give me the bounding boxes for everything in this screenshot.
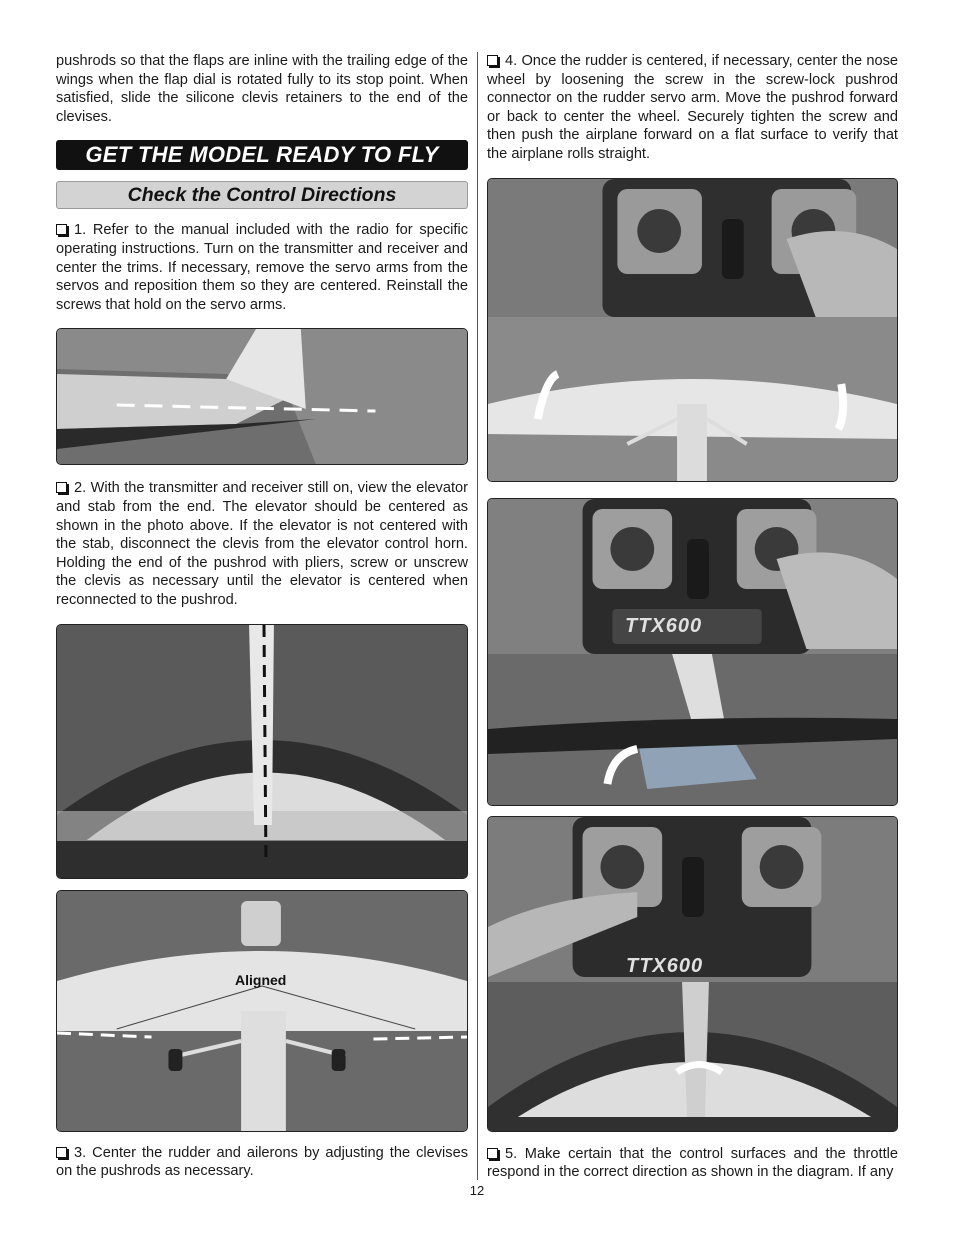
left-column (56, 52, 468, 1181)
step-4-text: 4. Once the rudder is centered, if necessary, center the nose wheel by loosening the screw in the screw-lock pushrod connector on the rudder servo arm. Move the pushrod forward or back to center the wheel. Securely tighten the screw and then push the airplane forward on a flat surface to verify that the airplane rolls straight. (487, 53, 898, 162)
step-3-paragraph (56, 1144, 468, 1181)
subsection-title: Check the Control Directions (127, 183, 397, 206)
step-2-paragraph (56, 479, 468, 609)
photo-rudder-transmitter (487, 816, 898, 1132)
aligned-label: Aligned (235, 971, 287, 988)
step-1-text: 1. Refer to the manual included with the radio for specific operating instructions. Turn on the transmitter and receiver and center the trims. If necessary, remove the servo arms from the servos and reposition them so they are centered. Reinstall the screws that hold on the servo arms. (56, 222, 468, 313)
photo-elevator-rear-view (56, 624, 468, 879)
intro-paragraph: pushrods so that the flaps are inline with the trailing edge of the wings when the flap dial is rotated fully to its stop point. When satisfied, slide the silicone clevis retainers to the end of the clevises. (56, 53, 468, 125)
step-3-text: 3. Center the rudder and ailerons by adjusting the clevises on the pushrods as necessary. (56, 1144, 468, 1180)
step-4-paragraph (487, 52, 898, 164)
right-column (487, 52, 898, 1182)
step-1-paragraph (56, 221, 468, 314)
checkbox-icon (487, 55, 498, 66)
photo-stab-end-view (56, 328, 468, 465)
checkbox-icon (56, 224, 67, 235)
subsection-banner (56, 181, 468, 209)
photo-elevator-transmitter (487, 498, 898, 806)
section-banner (56, 140, 468, 170)
checkbox-icon (487, 1148, 498, 1159)
photo-ailerons-aligned (56, 890, 468, 1132)
checkbox-icon (56, 482, 67, 493)
step-5-paragraph (487, 1145, 898, 1182)
transmitter-brand-label: TTX600 (625, 614, 703, 637)
page-number: 12 (469, 1183, 485, 1198)
section-title: GET THE MODEL READY TO FLY (85, 142, 439, 168)
step-5-text: 5. Make certain that the control surfaces and the throttle respond in the correct direction as shown in the diagram. If any (487, 1145, 898, 1181)
step-2-text: 2. With the transmitter and receiver still on, view the elevator and stab from the end. The elevator should be centered as shown in the photo above. If the elevator is not centered with the stab, disconnect the clevis from the elevator control horn. Holding the end of the pushrod with pliers, screw or unscrew the clevis as necessary until the elevator is centered when reconnected to the pushrod. (56, 480, 468, 608)
checkbox-icon (56, 1147, 67, 1158)
photo-rudder-nose-wheel (487, 178, 898, 482)
column-divider (477, 52, 478, 1180)
transmitter-brand-label-2: TTX600 (626, 954, 704, 977)
